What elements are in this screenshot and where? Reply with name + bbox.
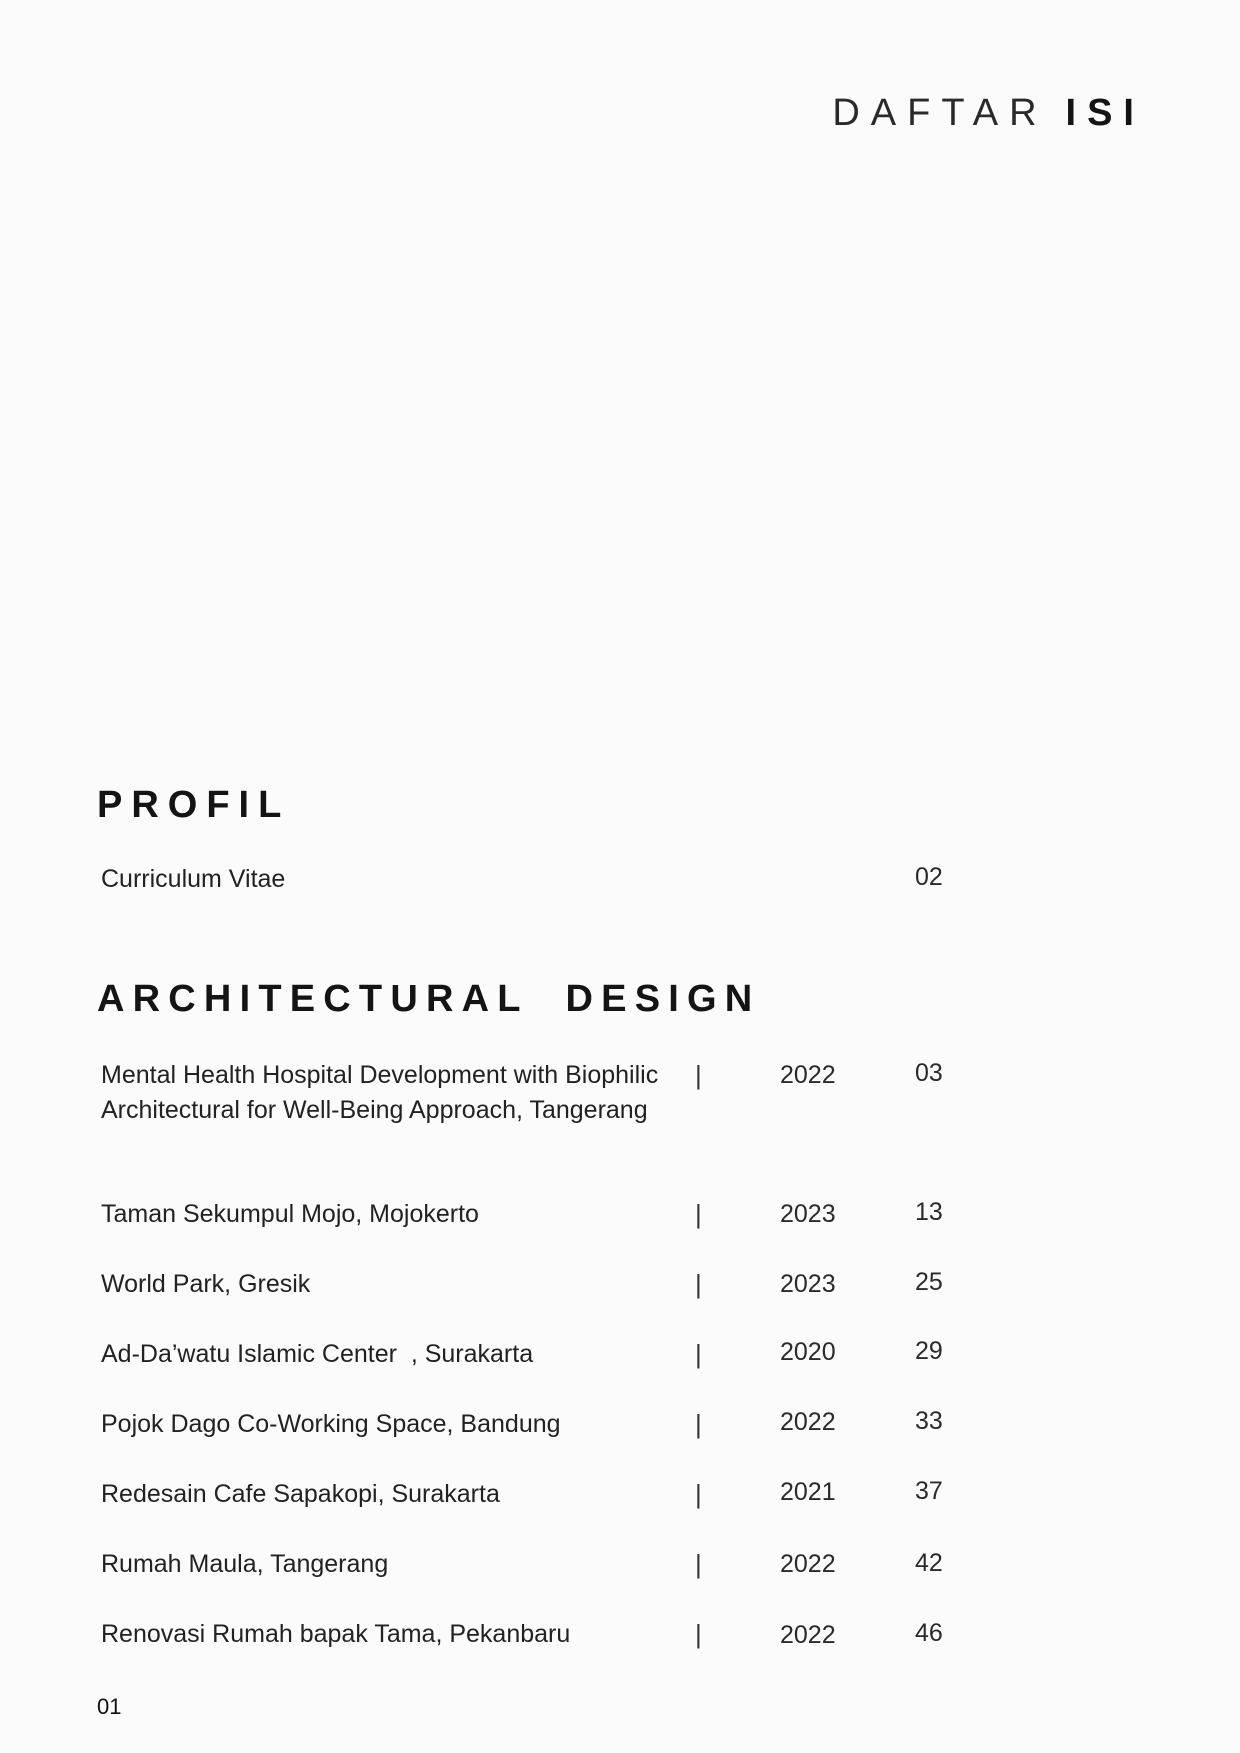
toc-entry-page: 37 — [915, 1477, 943, 1505]
toc-entry-page: 42 — [915, 1549, 943, 1577]
toc-entry-title[interactable]: Ad-Da’watu Islamic Center , Surakarta — [101, 1340, 534, 1368]
page-title-light: DAFTAR — [832, 92, 1048, 134]
toc-entry-year: 2021 — [780, 1478, 836, 1506]
toc-entry-year: 2022 — [780, 1621, 836, 1649]
toc-entry-year: 2023 — [780, 1200, 836, 1228]
toc-entry-title[interactable]: Renovasi Rumah bapak Tama, Pekanbaru — [101, 1620, 571, 1648]
toc-entry-title[interactable]: Mental Health Hospital Development with Biophilic Architectural for Well-Being Approach, Tangerang — [101, 1061, 659, 1124]
toc-entry-page: 29 — [915, 1337, 943, 1365]
toc-entry-page: 02 — [915, 863, 943, 891]
toc-entry-title[interactable]: Redesain Cafe Sapakopi, Surakarta — [101, 1480, 500, 1508]
page-title-bold: ISI — [1065, 92, 1145, 134]
toc-entry-year: 2020 — [780, 1338, 836, 1366]
toc-entry-page: 33 — [915, 1407, 943, 1435]
section-heading-profil: PROFIL — [97, 784, 291, 826]
toc-entry-year: 2023 — [780, 1270, 836, 1298]
section-heading-architectural-design: ARCHITECTURAL DESIGN — [97, 978, 761, 1020]
toc-entry-separator: | — [695, 1339, 702, 1369]
page-number: 01 — [97, 1694, 122, 1719]
toc-entry-separator: | — [695, 1060, 702, 1090]
toc-entry-separator: | — [695, 1619, 702, 1649]
toc-entry-page: 46 — [915, 1619, 943, 1647]
toc-entry-title[interactable]: Curriculum Vitae — [101, 865, 286, 893]
toc-entry-page: 25 — [915, 1268, 943, 1296]
toc-entry-title[interactable]: Rumah Maula, Tangerang — [101, 1550, 389, 1578]
toc-entry-page: 03 — [915, 1059, 943, 1087]
toc-entry-title[interactable]: Pojok Dago Co-Working Space, Bandung — [101, 1410, 561, 1438]
toc-entry-year: 2022 — [780, 1550, 836, 1578]
page-title — [832, 94, 1145, 132]
toc-entry-separator: | — [695, 1549, 702, 1579]
toc-entry-year: 2022 — [780, 1061, 836, 1089]
toc-entry-title[interactable]: World Park, Gresik — [101, 1270, 311, 1298]
toc-entry-separator: | — [695, 1269, 702, 1299]
toc-entry-title[interactable]: Taman Sekumpul Mojo, Mojokerto — [101, 1200, 479, 1228]
toc-entry-separator: | — [695, 1479, 702, 1509]
toc-entry-year: 2022 — [780, 1408, 836, 1436]
toc-entry-page: 13 — [915, 1198, 943, 1226]
toc-entry-separator: | — [695, 1409, 702, 1439]
toc-entry-separator: | — [695, 1199, 702, 1229]
